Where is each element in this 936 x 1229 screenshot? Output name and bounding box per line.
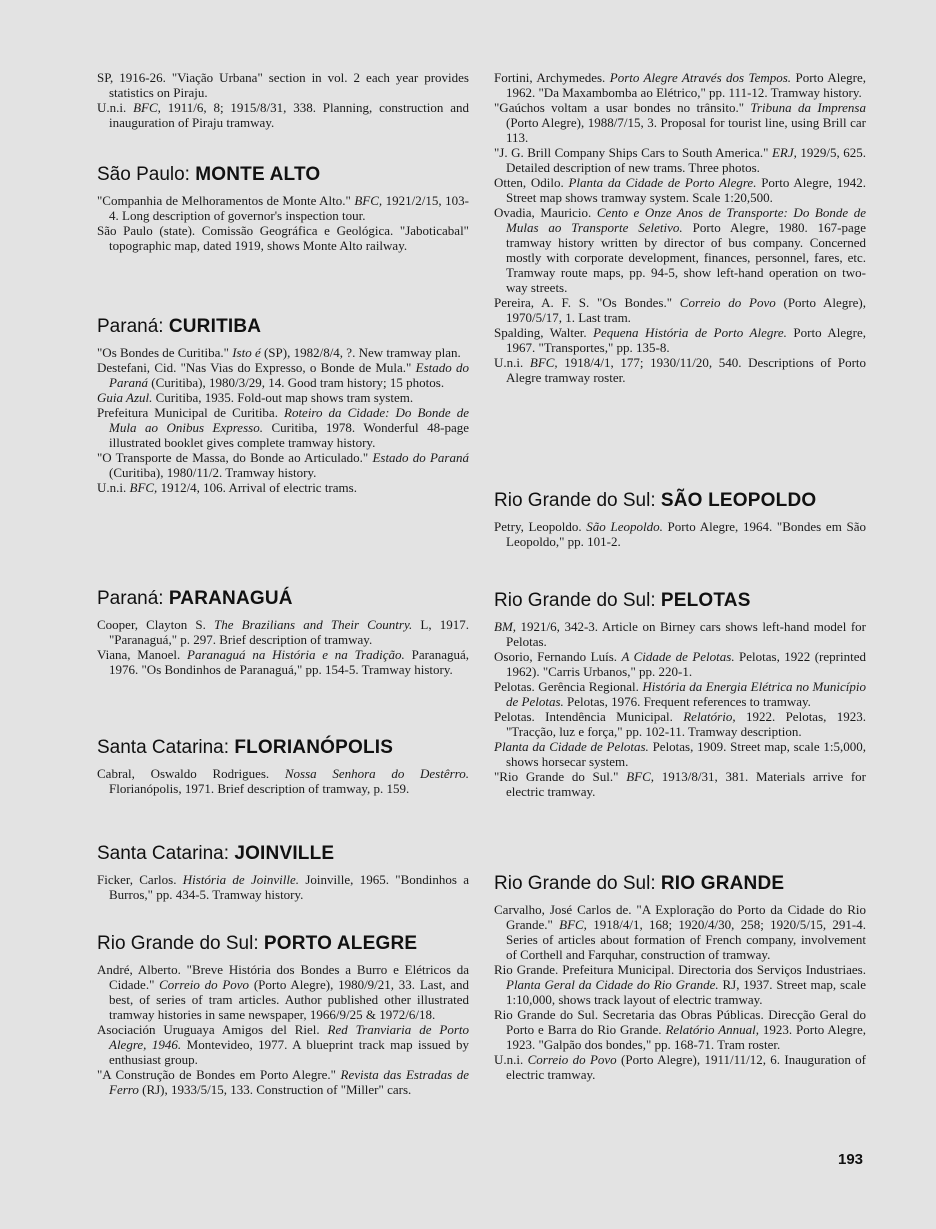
entry-title: Cento e Onze Anos de Transporte: Do Bonde de Mulas ao Transporte Seletivo. <box>506 205 866 235</box>
entry-text: Destefani, Cid. "Nas Vias do Expresso, o Bonde de Mula." <box>97 360 416 375</box>
heading-city: FLORIANÓPOLIS <box>234 737 394 758</box>
bibliography-entry <box>494 1007 866 1052</box>
entry-title: BM, <box>494 619 517 634</box>
entry-text: "J. G. Brill Company Ships Cars to South America." <box>494 145 772 160</box>
bibliography-entry <box>97 1022 469 1067</box>
entry-title: Roteiro da Cidade: Do Bonde de Mula ao Onibus Expresso. <box>109 405 469 435</box>
entry-text: (RJ), 1933/5/15, 133. Construction of "Miller" cars. <box>138 1082 412 1097</box>
entry-title: Estado do Paraná <box>372 450 469 465</box>
entry-text: U.n.i. <box>97 480 130 495</box>
bibliography-entry <box>494 679 866 709</box>
bibliography-entry <box>97 390 469 405</box>
bibliography-entry <box>494 1052 866 1082</box>
entry-text: Porto Alegre, 1964. "Bondes em São Leopoldo," pp. 101-2. <box>506 519 866 549</box>
entry-text: Porto Alegre, 1980. 167-page tramway history written by director of bus company. Concerned mostly with corporate development, finances, personnel, fares, etc. Tramway route maps, pp. 94-5, show left-hand operation on two-way streets. <box>506 220 866 295</box>
heading-city: JOINVILLE <box>234 843 335 864</box>
entry-title: Nossa Senhora do Destêrro. <box>284 766 470 781</box>
entry-text: Spalding, Walter. <box>494 325 594 340</box>
bibliography-entry <box>97 617 469 647</box>
section-rio-grande <box>494 873 866 1082</box>
heading-region: Paraná: <box>97 588 164 609</box>
entry-title: Correio do Povo <box>527 1052 617 1067</box>
bibliography-entry <box>97 450 469 480</box>
heading-city: RIO GRANDE <box>660 873 785 894</box>
heading-region: Rio Grande do Sul: <box>97 933 259 954</box>
entry-text: André, Alberto. "Breve História dos Bondes a Burro e Elétricos da Cidade." <box>97 962 469 992</box>
entry-text: Pelotas. Intendência Municipal. <box>494 709 684 724</box>
entry-title: Isto é <box>232 345 261 360</box>
entry-text: (Porto Alegre), 1980/9/21, 33. Last, and best, of series of tram articles. Author published other illustrated tramway histories in same newspaper, 1966/9/25 & 1972/6/18. <box>109 977 469 1022</box>
bibliography-entry <box>97 872 469 902</box>
bibliography-entry <box>97 480 469 495</box>
entry-text: SP, 1916-26. "Viação Urbana" section in vol. 2 each year provides statistics on Piraju. <box>97 70 469 100</box>
entry-text: "A Construção de Bondes em Porto Alegre." <box>97 1067 341 1082</box>
entry-text: Cabral, Oswaldo Rodrigues. <box>97 766 285 781</box>
bibliography-entry <box>494 619 866 649</box>
entry-text: "Rio Grande do Sul." <box>494 769 627 784</box>
entry-text: (SP), 1982/8/4, ?. New tramway plan. <box>260 345 461 360</box>
entry-text: Rio Grande. Prefeitura Municipal. Directoria dos Serviços Industriaes. <box>494 962 866 977</box>
entry-text: Rio Grande do Sul. Secretaria das Obras Públicas. Direcção Geral do Porto e Barra do Rio Grande. <box>494 1007 866 1037</box>
section-curitiba <box>97 316 469 495</box>
bibliography-entry <box>494 649 866 679</box>
bibliography-entry <box>97 405 469 450</box>
entry-text: Carvalho, José Carlos de. "A Exploração do Porto da Cidade do Rio Grande." <box>494 902 866 932</box>
bibliography-entry <box>494 709 866 739</box>
entry-text: 1923. Porto Alegre, 1923. "Galpão dos bondes," pp. 168-71. Tram roster. <box>506 1022 866 1052</box>
bibliography-entry <box>494 519 866 549</box>
bibliography-entry <box>494 739 866 769</box>
entry-title: BFC, <box>559 917 587 932</box>
entry-title: BFC, <box>133 100 161 115</box>
entry-title: Revista das Estradas de Ferro <box>109 1067 469 1097</box>
heading-city: PELOTAS <box>660 590 751 611</box>
bibliography-entry <box>494 962 866 1007</box>
bibliography-entry <box>97 962 469 1022</box>
entry-title: Paranaguá na História e na Tradição. <box>187 647 405 662</box>
entry-text: U.n.i. <box>494 355 530 370</box>
entry-title: Planta da Cidade de Porto Alegre. <box>568 175 757 190</box>
section-pelotas <box>494 590 866 799</box>
heading-city: MONTE ALTO <box>195 164 321 185</box>
heading-region: Paraná: <box>97 316 164 337</box>
entry-title: Relatório Annual, <box>665 1022 759 1037</box>
bibliography-entry <box>494 295 866 325</box>
section-heading <box>494 590 866 612</box>
entry-text: Petry, Leopoldo. <box>494 519 587 534</box>
bibliography-entry <box>97 647 469 677</box>
bibliography-entry <box>494 325 866 355</box>
entry-title: Relatório, <box>683 709 736 724</box>
entry-text: Pelotas, 1909. Street map, scale 1:5,000, shows horsecar system. <box>506 739 866 769</box>
entry-title: Correio do Povo <box>159 977 250 992</box>
entry-title: ERJ, <box>771 145 797 160</box>
section-continued <box>97 70 469 130</box>
entry-text: 1918/4/1, 177; 1930/11/20, 540. Descriptions of Porto Alegre tramway roster. <box>506 355 867 385</box>
entry-text: Paranaguá, 1976. "Os Bondinhos de Paranaguá," pp. 154-5. Tramway history. <box>109 647 469 677</box>
entry-text: RJ, 1937. Street map, scale 1:10,000, shows track layout of electric tramway. <box>506 977 866 1007</box>
bibliography-entry <box>494 145 866 175</box>
bibliography-entry <box>97 70 469 100</box>
heading-region: Santa Catarina: <box>97 843 230 864</box>
section-joinville <box>97 843 469 902</box>
entry-title: The Brazilians and Their Country. <box>214 617 413 632</box>
entry-text: Porto Alegre, 1967. "Transportes," pp. 135-8. <box>506 325 866 355</box>
section-heading <box>97 843 469 865</box>
heading-region: Rio Grande do Sul: <box>494 490 656 511</box>
bibliography-entry <box>494 902 866 962</box>
entry-title: BFC, <box>626 769 655 784</box>
section-heading <box>97 737 469 759</box>
bibliography-entry <box>97 360 469 390</box>
entry-text: Pelotas, 1922 (reprinted 1962). "Carris Urbanos," pp. 220-1. <box>506 649 866 679</box>
section-heading <box>97 933 469 955</box>
entry-text: 1918/4/1, 168; 1920/4/30, 258; 1920/5/15, 291-4. Series of articles about formation of French company, involvement of Corthell and Farquhar, construction of tramway. <box>506 917 866 962</box>
section-heading <box>97 316 469 338</box>
entry-text: U.n.i. <box>494 1052 528 1067</box>
entry-text: Cooper, Clayton S. <box>97 617 215 632</box>
entry-title: Planta Geral da Cidade do Rio Grande. <box>506 977 719 992</box>
entry-text: (Porto Alegre), 1970/5/17, 1. Last tram. <box>506 295 866 325</box>
bibliography-entry <box>97 766 469 796</box>
entry-text: Pereira, A. F. S. "Os Bondes." <box>494 295 680 310</box>
heading-region: Santa Catarina: <box>97 737 230 758</box>
bibliography-entry <box>494 769 866 799</box>
section-paranagua <box>97 588 469 677</box>
bibliography-entry <box>494 100 866 145</box>
entry-text: (Curitiba), 1980/11/2. Tramway history. <box>109 465 317 480</box>
entry-text: Asociación Uruguaya Amigos del Riel. <box>97 1022 328 1037</box>
entry-text: (Porto Alegre), 1911/11/12, 6. Inauguration of electric tramway. <box>506 1052 866 1082</box>
entry-text: Pelotas, 1976. Frequent references to tramway. <box>563 694 811 709</box>
entry-title: Guia Azul. <box>97 390 153 405</box>
entry-text: L, 1917. "Paranaguá," p. 297. Brief description of tramway. <box>109 617 469 647</box>
section-porto-alegre <box>97 933 469 1097</box>
entry-title: Tribuna da Imprensa <box>750 100 866 115</box>
entry-text: Porto Alegre, 1942. Street map shows tramway system. Scale 1:20,500. <box>506 175 866 205</box>
entry-text: 1911/6, 8; 1915/8/31, 338. Planning, construction and inauguration of Piraju tramway. <box>109 100 469 130</box>
section-monte-alto <box>97 164 469 253</box>
entry-text: 1929/5, 625. Detailed description of new trams. Three photos. <box>506 145 866 175</box>
entry-text: Otten, Odilo. <box>494 175 569 190</box>
entry-text: Montevideo, 1977. A blueprint track map issued by enthusiast group. <box>109 1037 470 1067</box>
page-number: 193 <box>838 1151 864 1168</box>
entry-text: Fortini, Archymedes. <box>494 70 610 85</box>
entry-text: 1912/4, 106. Arrival of electric trams. <box>157 480 357 495</box>
entry-title: A Cidade de Pelotas. <box>621 649 735 664</box>
section-heading <box>494 873 866 895</box>
entry-title: Pequena História de Porto Alegre. <box>593 325 787 340</box>
section-sao-leopoldo <box>494 490 866 549</box>
entry-text: Curitiba, 1935. Fold-out map shows tram system. <box>152 390 414 405</box>
section-heading <box>494 490 866 512</box>
entry-title: História de Joinville. <box>182 872 300 887</box>
entry-text: "Os Bondes de Curitiba." <box>97 345 233 360</box>
bibliography-entry <box>97 100 469 130</box>
bibliography-entry <box>97 1067 469 1097</box>
heading-city: PARANAGUÁ <box>168 588 293 609</box>
section-heading <box>97 588 469 610</box>
bibliography-entry <box>494 70 866 100</box>
entry-text: Osorio, Fernando Luís. <box>494 649 622 664</box>
heading-city: PORTO ALEGRE <box>263 933 418 954</box>
entry-title: BFC, <box>129 480 158 495</box>
entry-title: Red Tranviaria de Porto Alegre, 1946. <box>109 1022 469 1052</box>
entry-text: (Curitiba), 1980/3/29, 14. Good tram history; 15 photos. <box>148 375 445 390</box>
bibliography-entry <box>494 355 866 385</box>
entry-text: Curitiba, 1978. Wonderful 48-page illustrated booklet gives complete tramway history. <box>109 420 469 450</box>
bibliography-entry <box>97 345 469 360</box>
entry-text: Joinville, 1965. "Bondinhos a Burros," pp. 434-5. Tramway history. <box>109 872 469 902</box>
bibliography-entry <box>494 175 866 205</box>
entry-text: 1922. Pelotas, 1923. "Tracção, luz e força," pp. 102-11. Tramway description. <box>506 709 866 739</box>
entry-text: Ovadia, Mauricio. <box>494 205 597 220</box>
entry-title: BFC, <box>529 355 558 370</box>
heading-city: SÃO LEOPOLDO <box>660 490 817 511</box>
bibliography-entry <box>494 205 866 295</box>
entry-text: U.n.i. <box>97 100 134 115</box>
bibliography-entry <box>97 193 469 223</box>
entry-text: Prefeitura Municipal de Curitiba. <box>97 405 284 420</box>
entry-text: Ficker, Carlos. <box>97 872 183 887</box>
entry-text: "O Transporte de Massa, do Bonde ao Articulado." <box>97 450 373 465</box>
entry-text: "Gaúchos voltam a usar bondes no trânsito." <box>494 100 751 115</box>
entry-text: Porto Alegre, 1962. "Da Maxambomba ao Elétrico," pp. 111-12. Tramway history. <box>506 70 866 100</box>
entry-title: São Leopoldo. <box>586 519 663 534</box>
entry-text: Pelotas. Gerência Regional. <box>494 679 643 694</box>
entry-title: Planta da Cidade de Pelotas. <box>494 739 649 754</box>
entry-text: (Porto Alegre), 1988/7/15, 3. Proposal for tourist line, using Brill car 113. <box>506 115 866 145</box>
entry-text: "Companhia de Melhoramentos de Monte Alto." <box>97 193 355 208</box>
section-continued <box>494 70 866 385</box>
section-florianopolis <box>97 737 469 796</box>
entry-title: Correio do Povo <box>679 295 776 310</box>
heading-region: Rio Grande do Sul: <box>494 590 656 611</box>
entry-text: Florianópolis, 1971. Brief description of tramway, p. 159. <box>109 781 410 796</box>
entry-text: São Paulo (state). Comissão Geográfica e Geológica. "Jaboticabal" topographic map, dated 1919, shows Monte Alto railway. <box>97 223 469 253</box>
heading-city: CURITIBA <box>168 316 262 337</box>
entry-text: 1921/2/15, 103-4. Long description of governor's inspection tour. <box>109 193 469 223</box>
entry-text: Viana, Manoel. <box>97 647 188 662</box>
heading-region: Rio Grande do Sul: <box>494 873 656 894</box>
entry-title: BFC, <box>354 193 383 208</box>
section-heading <box>97 164 469 186</box>
entry-title: Porto Alegre Através dos Tempos. <box>609 70 792 85</box>
bibliography-entry <box>97 223 469 253</box>
heading-region: São Paulo: <box>97 164 190 185</box>
entry-text: 1913/8/31, 381. Materials arrive for electric tramway. <box>506 769 866 799</box>
entry-text: 1921/6, 342-3. Article on Birney cars shows left-hand model for Pelotas. <box>506 619 866 649</box>
entry-title: Estado do Paraná <box>109 360 469 390</box>
entry-title: História da Energia Elétrica no Município de Pelotas. <box>506 679 866 709</box>
